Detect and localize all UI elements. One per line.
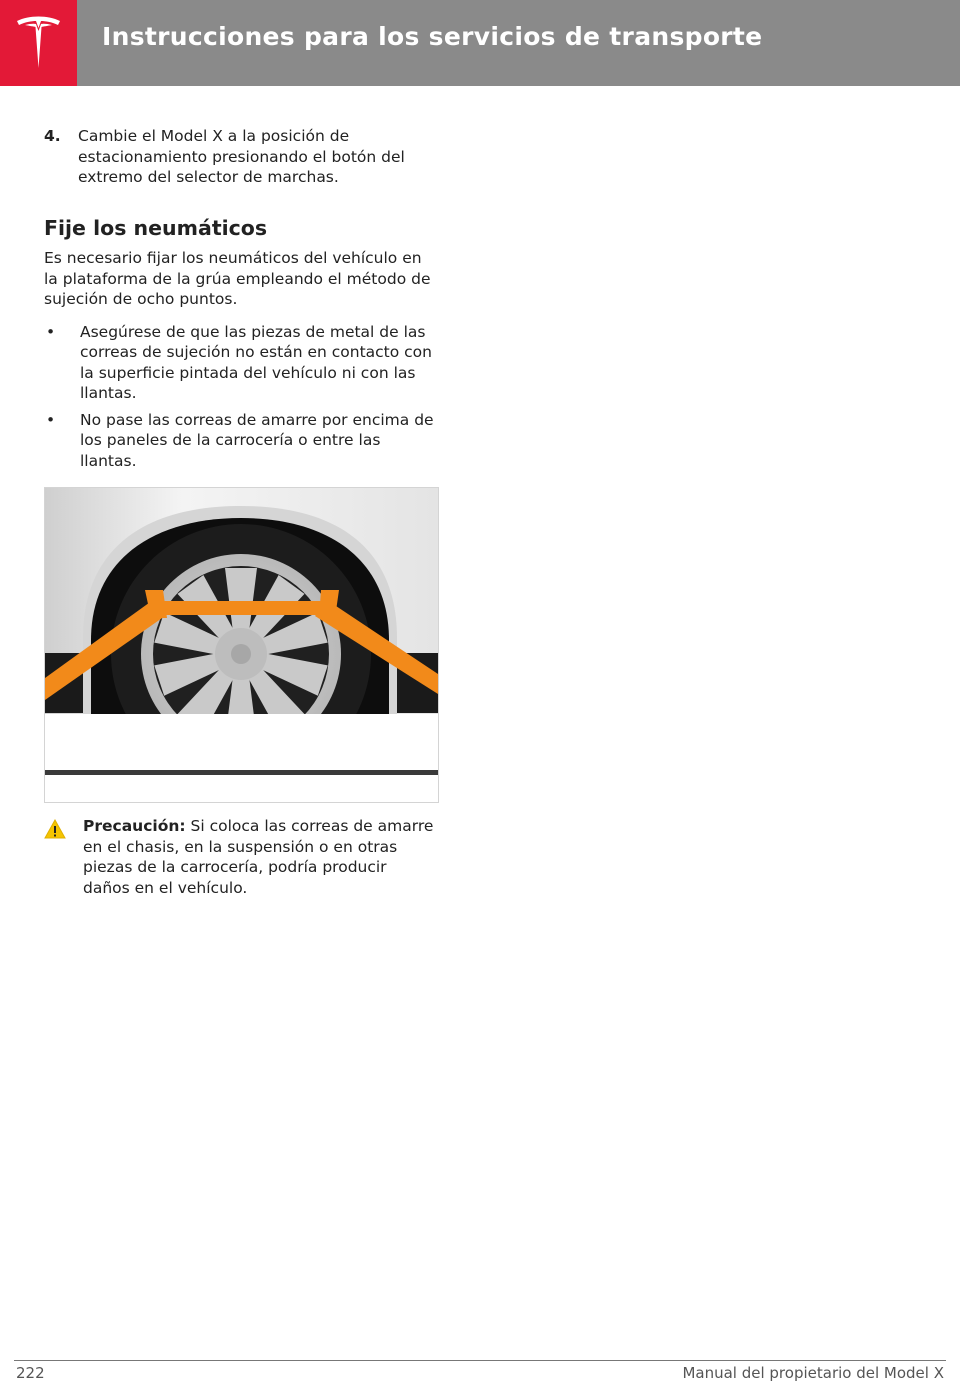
caution-note <box>44 816 438 898</box>
section-intro: Es necesario fijar los neumáticos del vehículo en la plataforma de la grúa empleando el método de sujeción de ocho puntos. <box>44 249 431 308</box>
warning-triangle-icon <box>44 816 83 898</box>
bullet-text: Asegúrese de que las piezas de metal de las correas de sujeción no están en contacto con la superficie pintada del vehículo ni con las llantas. <box>80 322 432 402</box>
bullet-icon: • <box>46 322 56 341</box>
bullet-icon: • <box>46 410 56 429</box>
caution-text: Si coloca las correas de amarre en el chasis, en la suspensión o en otras piezas de la carrocería, podría producir daños en el vehículo. <box>83 817 434 897</box>
bullet-text: No pase las correas de amarre por encima de los paneles de la carrocería o entre las llantas. <box>80 410 434 470</box>
footer-divider <box>14 1360 946 1361</box>
wheel-strap-figure <box>44 487 439 803</box>
page-header <box>0 0 960 86</box>
wheel-strap-illustration <box>45 488 438 802</box>
step-text: Cambie el Model X a la posición de estacionamiento presionando el botón del extremo del selector de marchas. <box>78 127 405 186</box>
list-item <box>44 322 438 404</box>
manual-name: Manual del propietario del Model X <box>682 1364 944 1382</box>
section-heading: Fije los neumáticos <box>44 215 268 240</box>
tesla-logo-icon <box>15 16 62 70</box>
step-item <box>44 126 438 188</box>
list-item <box>44 410 438 472</box>
main-content <box>44 126 438 477</box>
page-title: Instrucciones para los servicios de transporte <box>102 22 763 51</box>
page-number: 222 <box>16 1364 45 1382</box>
step-number: 4. <box>44 127 61 145</box>
caution-body <box>83 816 438 898</box>
bullet-list <box>44 322 438 472</box>
caution-label: Precaución: <box>83 817 186 835</box>
brand-logo <box>0 0 77 86</box>
